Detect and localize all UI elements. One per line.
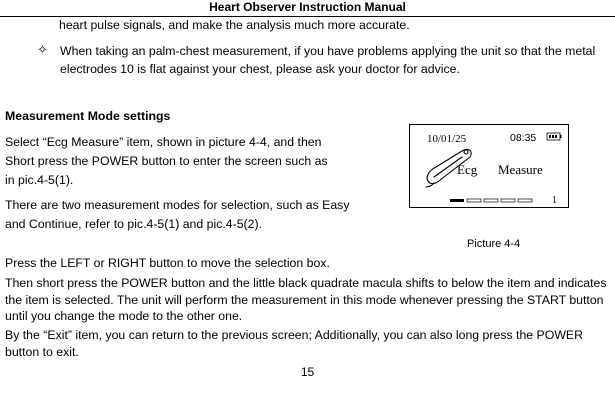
intro-bullet-text: When taking an palm-chest measurement, if you have problems applying the unit so that the metal electrodes 10 is flat against your chest, please ask your doctor for advice. — [60, 44, 596, 76]
page-header: Heart Observer Instruction Manual — [0, 0, 615, 17]
diamond-bullet-icon: ✧ — [37, 42, 48, 57]
body-paragraph-2: By the “Exit” item, you can return to the previous screen; Additionally, you can also long press the POWER button to exit. — [5, 328, 584, 359]
screen-time: 08:35 — [510, 132, 537, 144]
screen-date: 10/01/25 — [427, 133, 467, 145]
body-line-3: in pic.4-5(1). — [5, 173, 74, 187]
body-line-2: Short press the POWER button to enter the screen such as — [5, 154, 328, 168]
battery-icon — [547, 133, 562, 140]
screen-page-number: 1 — [552, 195, 557, 206]
body-paragraph-1: Then short press the POWER button and the little black quadrate macula shifts to below the item and indicates the item is selected. The unit will perform the measurement in this mode whenever pressing the START button until you change the mode to the other one. — [5, 276, 607, 323]
page-indicator-bars — [450, 199, 532, 202]
body-line-1: Select “Ecg Measure” item, shown in picture 4-4, and then — [5, 135, 322, 149]
body-line-4: There are two measurement modes for selection, such as Easy — [5, 198, 350, 212]
section-heading: Measurement Mode settings — [5, 109, 171, 123]
picture-caption: Picture 4-4 — [467, 238, 521, 250]
device-screen-drawing — [410, 125, 568, 207]
device-screen-illustration — [409, 124, 569, 208]
body-line-6: Press the LEFT or RIGHT button to move the selection box. — [5, 256, 330, 270]
screen-menu-word-measure: Measure — [498, 162, 543, 177]
body-line-5: and Continue, refer to pic.4-5(1) and pic.4-5(2). — [5, 217, 263, 231]
page-number: 15 — [300, 365, 315, 379]
screen-menu-word-ecg: Ecg — [457, 162, 478, 177]
intro-continuation: heart pulse signals, and make the analysis much more accurate. — [59, 18, 410, 32]
